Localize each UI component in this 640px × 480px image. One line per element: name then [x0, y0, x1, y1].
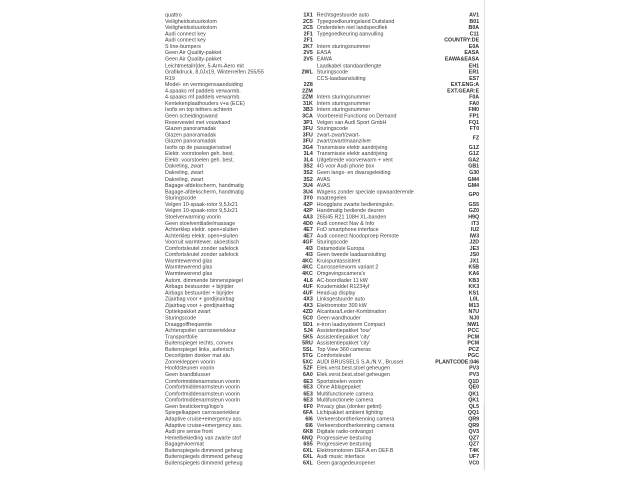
option-description-line: Sportstoelen voorin	[316, 377, 363, 384]
option-description-line: Hemelbekleding van zwarte stof	[165, 434, 241, 441]
option-description-line: Datamodule Europa	[316, 245, 365, 252]
option-description-line: EASA	[316, 49, 332, 56]
option-code: GZ0	[468, 207, 480, 214]
option-code: C11	[469, 30, 480, 37]
option-code: 5J4	[303, 327, 313, 334]
option-code: 6XL	[303, 459, 313, 466]
option-description-line: Zijairbag voor + gordijnairbag	[165, 302, 235, 309]
option-code: T4K	[469, 447, 480, 454]
option-description-line: Assistentiepakket 'tour'	[316, 327, 372, 334]
option-description-line: Comfortmiddenarmsteun voorin	[165, 384, 240, 391]
option-description-line: Privacy glas (donker getint)	[316, 403, 382, 410]
option-entry	[165, 460, 313, 466]
option-code: EXT.ENG:A	[450, 81, 480, 88]
option-description-line: zwart/zwart/maanzilver	[316, 138, 372, 145]
option-code: 3U4	[303, 182, 313, 189]
option-description-line: Airbags bestuurder + bijrijder	[165, 289, 234, 296]
option-code: 4X3	[303, 302, 313, 309]
option-description-line: AUDI BRUSSELS S.A./N.V., Brussel	[316, 358, 404, 365]
option-code: QV3	[468, 428, 480, 435]
option-description-line: Sturingscode	[316, 125, 349, 132]
option-code: ER1	[468, 68, 480, 75]
option-code: 4UF	[302, 289, 313, 296]
page-edge-divider	[484, 0, 485, 470]
option-description-line: Top View 360 cameras	[316, 346, 371, 353]
option-description	[317, 189, 465, 202]
option-description-line: Comfortmiddenarmsteun voorin	[165, 377, 240, 384]
option-code: 4KC	[302, 264, 313, 271]
option-description-line: Voorbereid Functions on Demand	[316, 112, 397, 119]
option-code: Q1D	[468, 377, 480, 384]
option-code: 6E3	[303, 396, 313, 403]
option-description-line: Warmtewerend glas	[165, 264, 213, 271]
option-description-line: Transmissie elektr aandrijving	[316, 144, 388, 151]
option-description-line: Elektromotoren DEF.A en DEF.B	[316, 447, 394, 454]
option-description-line: Sturingscode	[165, 194, 197, 201]
option-description-line: Verkeersbordherkenning camera	[316, 415, 395, 422]
option-code: GB1	[468, 163, 480, 170]
option-description-line: Elek.verst.best.stoel geheugen	[316, 371, 390, 378]
option-code: PV3	[469, 365, 480, 372]
option-description-line: Elektr. voorstoelen geh. best.	[165, 157, 235, 163]
option-description-line: Kentekenplaathouders v+a (ECE)	[165, 100, 245, 107]
option-code: KA6	[468, 270, 480, 277]
option-description-line: Geen Air Quality-pakket	[165, 49, 222, 56]
option-code: 2Z8	[303, 81, 313, 88]
option-code: FM0	[468, 106, 480, 113]
option-code: 42P	[303, 201, 313, 208]
option-description-line: quattro	[165, 11, 182, 18]
option-code: PCM	[467, 333, 480, 340]
option-description-line: Hoogglans zwarte bedieningskn.	[316, 201, 395, 208]
option-code: PGC	[467, 352, 480, 359]
option-code: NW1	[467, 321, 480, 328]
option-code: COUNTRY:DE	[444, 37, 480, 44]
option-description-line: Assistentiepakket 'city'	[316, 333, 371, 340]
option-description-line: Carrosserievorm variant 2	[316, 264, 379, 271]
option-description-line: Geen brandblusser	[165, 371, 211, 378]
option-code: EASA	[464, 49, 480, 56]
option-description-line: Velgen van Audi Sport GmbH	[316, 119, 387, 126]
option-description-line: Rechtsgestuurde auto	[316, 11, 370, 18]
option-code: 3CA	[302, 112, 313, 119]
option-code: F0A	[469, 93, 480, 100]
option-description-line: Geen langs- en dwarsgeleiding	[316, 169, 391, 176]
option-code: 6A0	[303, 371, 313, 378]
option-description-line: Geen wandhouder	[316, 314, 361, 321]
option-description-line: Isofix op de passagiersstoel	[165, 144, 232, 151]
option-code: 5RU	[302, 340, 313, 346]
option-code: EXT.GEAR:E	[447, 87, 480, 94]
option-description-line: Adaptive cruise+emergency ass.	[165, 415, 243, 422]
option-code: 31K	[303, 100, 313, 107]
option-code: JE3	[469, 245, 480, 252]
option-description	[317, 132, 469, 145]
option-code: FT0	[469, 125, 480, 132]
option-code: GM4	[467, 175, 480, 182]
option-description-line: Audi pre sense front	[165, 428, 213, 435]
option-code: 3FU	[302, 131, 313, 138]
option-code: PLANTCODE:046	[435, 358, 480, 365]
option-description-line: 4G voor Audi phone box	[316, 163, 375, 170]
option-code: QE0	[468, 384, 480, 391]
option-code: 3S2	[303, 169, 313, 176]
option-code: QK1	[468, 390, 480, 397]
page-edge-divider-lower	[483, 404, 485, 470]
option-description-line: Progressieve besturing	[316, 441, 372, 447]
option-description-line: Veiligheidsstuurkolom	[165, 24, 217, 31]
option-code: 6E3	[303, 384, 313, 391]
option-code: 4L6	[303, 276, 313, 283]
option-code: 3S2	[303, 175, 313, 182]
option-description-line: 4-spaaks mf paddels verwarmb.	[165, 93, 241, 100]
option-description-line: Audi connect key	[165, 30, 206, 37]
option-description-line: Intern sturingsnummer	[316, 100, 371, 107]
option-description-line: Wagens zonder speciale opwaarderende	[316, 188, 414, 195]
option-description-line: Geen scheidingswand	[165, 112, 218, 119]
option-code: FQ1	[468, 119, 480, 126]
option-description-line: Spiegelkappen carrosseriekleur	[165, 409, 240, 416]
option-code: ES7	[469, 74, 480, 81]
option-code: KS1	[468, 289, 480, 296]
option-description-line: Achterklep elektr. open+sluiten	[165, 232, 239, 239]
option-code: QL5	[468, 403, 480, 410]
option-description-line: Bagage-afdekscherm, handmatig	[165, 188, 244, 195]
option-description-line: Progressieve besturing	[316, 434, 372, 441]
option-code: 4X3	[303, 295, 313, 302]
option-code: 4I3	[305, 251, 313, 258]
option-description-line: Optiekpakket zwart	[165, 308, 211, 315]
option-description-line: Velgen 10-spaak-rotor 9,5Jx21	[165, 201, 238, 208]
option-description-line: Uitgebreide voorverwarm + vent	[316, 157, 393, 163]
option-description-line: Comfortsleutel zonder safelock	[165, 251, 239, 258]
option-description-line: Geen bestickering/logo's	[165, 403, 224, 410]
option-code: UF7	[469, 453, 480, 460]
option-code: 4KC	[302, 270, 313, 277]
option-description-line: Koudemiddel R1234yf	[316, 283, 370, 290]
option-description-line: Draaggolffrequentie	[165, 321, 212, 328]
option-code: EH1	[468, 62, 480, 69]
option-description-line: Assistentiepakket 'city'	[316, 340, 371, 346]
option-description-line: Alcantara/Leder-Kombination	[316, 308, 387, 315]
option-description-line: Dakreling, zwart	[165, 163, 204, 170]
option-description-line: Hoofdsteunen voorin	[165, 365, 215, 372]
option-description-line: Buitenspiegels dimmend geheug	[165, 459, 243, 466]
option-description-line: e-tron laadsysteem Compact	[316, 321, 386, 328]
option-description-line: Audi connect Noodoproep Remote	[316, 232, 399, 239]
option-description-line: Sturingscode	[165, 314, 197, 321]
option-description	[165, 62, 298, 81]
option-description-line: Comfortsleutel zonder safelock	[165, 245, 239, 252]
option-description-line: Voorruit warmtewer. akoestisch	[165, 239, 240, 245]
option-description-line: Intern sturingsnummer	[316, 106, 371, 113]
option-description-line: FoD smartphone interface	[316, 226, 379, 233]
option-code: QR9	[468, 415, 480, 422]
option-code: 5ZF	[303, 365, 313, 372]
option-description-line: Geen garagedeuropener	[316, 459, 376, 466]
option-code: PCM	[467, 340, 480, 346]
option-description-line: 265/45 R21 108H XL-banden	[316, 213, 387, 220]
option-code: 3Y0	[303, 194, 313, 201]
option-code: 2K7	[303, 43, 313, 50]
option-code: 5K5	[303, 333, 313, 340]
option-description-line: Geen tweede laadaansluiting	[316, 251, 386, 258]
option-code: 6XL	[303, 447, 313, 454]
option-code: 4D0	[303, 220, 313, 227]
option-code: 4E7	[303, 226, 313, 233]
option-code: QR9	[468, 422, 480, 429]
option-code: JS0	[469, 251, 480, 258]
option-description-line: Buitenspiegels dimmend geheug	[165, 453, 243, 460]
option-description-line: Decorlijsten donker mat alu	[165, 352, 230, 359]
option-description-line: Bagage-afdekscherm, handmatig	[165, 182, 244, 189]
option-code: 3FU	[302, 138, 313, 145]
option-description-line: Warmtewerend glas	[165, 257, 213, 264]
option-description-line: Ohne Ablagepaket	[316, 384, 361, 391]
option-code: 3L4	[303, 150, 313, 157]
option-description-line: Linksgestuurde auto	[316, 295, 365, 302]
option-description-line: Elek.verst.best.stoel geheugen	[316, 365, 390, 372]
option-entry	[317, 460, 479, 466]
option-description-line: Geen stoelventilatie/massage	[165, 220, 236, 227]
option-code: 5TG	[302, 352, 313, 359]
option-code: 6FA	[303, 409, 313, 416]
option-description-line: Stoelverwarming voorin	[165, 213, 221, 220]
option-code: 4A3	[303, 213, 313, 220]
option-code: GP0	[468, 191, 480, 198]
option-description-line: Typegoedkeuring aanvulling	[316, 30, 384, 37]
option-code: 3P1	[303, 119, 313, 126]
option-code: 2V5	[303, 56, 313, 62]
option-code: QZ7	[468, 434, 480, 441]
option-code: QQ1	[467, 409, 480, 416]
option-description-line: Velgen 10-spaak-rotor 9,5Jx21	[165, 207, 238, 214]
options-column-left	[165, 12, 313, 466]
option-code: 3FU	[302, 125, 313, 132]
option-description-line: R19	[165, 74, 175, 81]
option-description-line: Isofix en top tethers achterin	[165, 106, 233, 113]
option-description-line: Elektromotor 300 kW	[316, 302, 367, 309]
option-code: J2D	[469, 239, 480, 245]
option-code: 1X1	[303, 11, 313, 18]
option-code: 4E7	[303, 232, 313, 239]
option-description-line: Zijairbag voor + gordijnairbag	[165, 295, 235, 302]
option-code: 3L4	[303, 157, 313, 163]
option-description-line: Handmatig bediende deuren	[316, 207, 385, 214]
option-description	[165, 460, 299, 466]
option-code: 6I6	[305, 422, 313, 429]
option-description-line: Typegoedkeuringsland Duitsland	[316, 18, 395, 25]
option-code: 4ZD	[302, 308, 313, 315]
option-description-line: AVAS	[316, 182, 331, 189]
option-code: N7U	[468, 308, 480, 315]
option-code: 5D1	[303, 321, 313, 328]
option-code: 5C0	[303, 314, 313, 321]
option-description-line: Dakreling, zwart	[165, 169, 204, 176]
option-description-line: Laadkabel standaardlengte	[316, 62, 382, 69]
option-code: JX1	[469, 257, 480, 264]
option-code: QZ7	[468, 441, 480, 447]
option-description-line: Adaptive cruise+emergency ass.	[165, 422, 243, 429]
option-code: 3G4	[302, 144, 313, 151]
option-code: 4KC	[302, 257, 313, 264]
option-code: 4GF	[302, 239, 313, 245]
option-code: 2ZM	[302, 87, 313, 94]
option-description-line: Warmtewerend glas	[165, 270, 213, 277]
option-code: EAWA&EASA	[444, 56, 480, 62]
option-description-line: Glazen panoramadak	[165, 131, 217, 138]
option-code: 4UF	[302, 283, 313, 290]
option-description-line: EAWA	[316, 56, 333, 62]
option-description-line: Geen Air Quality-pakket	[165, 56, 222, 62]
option-description-line: Achterklep elektr. open+sluiten	[165, 226, 239, 233]
option-description-line: Kruispuntassistent	[316, 257, 361, 264]
option-code: E0A	[468, 43, 480, 50]
option-code: FZ	[472, 134, 480, 141]
option-description-line: AC-boordlader 11 kW	[316, 276, 368, 283]
option-code: K5B	[468, 264, 480, 271]
option-description-line: Comfortmiddenarmsteun voorin	[165, 390, 240, 397]
option-code: VC0	[468, 459, 480, 466]
option-code: 6XL	[303, 453, 313, 460]
option-description-line: Glazen panoramadak	[165, 138, 217, 145]
option-code: 2F1	[303, 37, 313, 44]
option-code: M13	[468, 302, 480, 309]
option-code: 6I6	[305, 415, 313, 422]
option-description-line: Comfortsleutel	[316, 352, 352, 359]
option-description-line: Glazen panoramadak	[165, 125, 217, 132]
option-description-line: Bagagevloermat	[165, 441, 204, 447]
option-code: AV1	[469, 11, 480, 18]
option-code: 42P	[303, 207, 313, 214]
option-code: FA0	[469, 100, 480, 107]
option-code: GM4	[467, 182, 480, 189]
option-code: 6F0	[303, 403, 313, 410]
option-description-line: Onderdelen niet landspecifiek	[316, 24, 388, 31]
option-description	[317, 460, 465, 466]
option-code: 2WL	[301, 68, 313, 75]
option-code: 4I3	[305, 245, 313, 252]
option-code: FP1	[469, 112, 480, 119]
option-code: L0L	[469, 295, 480, 302]
option-description-line: Achterspoiler carrosseriekleur	[165, 327, 236, 334]
option-description-line: Sturingscode	[316, 68, 349, 75]
option-code: PCC	[467, 327, 480, 334]
option-code: PCZ	[468, 346, 480, 353]
option-description-line: Intern sturingsnummer	[316, 43, 371, 50]
option-description-line: Buitenspiegel links, asferisch	[165, 346, 234, 353]
option-code: 5XC	[302, 358, 313, 365]
option-description-line: Grafikdruck, 8,0Jx19, Winterreifen 255/55	[165, 68, 264, 75]
option-description-line: Model- en vermogensaanduiding	[165, 81, 243, 88]
option-description-line: 4-spaaks mf paddels verwarmb.	[165, 87, 241, 94]
option-code: G30	[469, 169, 480, 176]
option-entry	[317, 189, 479, 202]
option-code: QK1	[468, 396, 480, 403]
option-code: NJ0	[469, 314, 480, 321]
option-description-line: Comfortmiddenarmsteun voorin	[165, 396, 240, 403]
option-code: 6S5	[303, 441, 313, 447]
option-code: 2C5	[303, 24, 313, 31]
option-code: 5SL	[303, 346, 313, 353]
option-code: IW3	[469, 232, 480, 239]
option-code: 3S2	[303, 163, 313, 170]
option-description-line: Digitale radio-ontvangst	[316, 428, 374, 435]
option-description-line: Autom. dimmende binnenspiegel	[165, 276, 243, 283]
option-description-line: Buitenspiegel rechts, convex	[165, 340, 234, 346]
option-description-line: Omgevingscamera's	[316, 270, 366, 277]
options-column-right	[317, 12, 479, 466]
option-code: 6K8	[303, 428, 313, 435]
option-description-line: AVAS	[316, 175, 331, 182]
option-description-line: S line-bumpers	[165, 43, 201, 50]
option-code: 2C5	[303, 18, 313, 25]
option-description-line: Multifunctionele camera	[316, 396, 374, 403]
option-description-line: CCS-laadaansluiting	[316, 74, 366, 81]
option-code: IT3	[471, 220, 480, 227]
option-code: 2F1	[303, 30, 313, 37]
option-description-line: Dakreling, zwart	[165, 175, 204, 182]
option-description-line: Multifunctionele camera	[316, 390, 374, 397]
option-entry	[165, 62, 313, 81]
option-code: 3U4	[303, 188, 313, 195]
option-code: G1Z	[468, 144, 480, 151]
option-code: B01	[469, 18, 480, 25]
option-description-line: Verkeersbordherkenning camera	[316, 422, 395, 429]
option-description-line: zwart-zwart/zwart-	[316, 131, 361, 138]
option-code: IU2	[470, 226, 480, 233]
option-description-line: Leichtmetallr{der, 5-Arm-Aero mit	[165, 62, 244, 69]
option-code: 6E3	[303, 377, 313, 384]
option-code: PV3	[469, 371, 480, 378]
option-description-line: Zonnekleppen voorin	[165, 358, 215, 365]
option-description-line: Head-up display	[316, 289, 356, 296]
option-description-line: maatregelen	[316, 194, 347, 201]
option-description-line: Audi connect key	[165, 37, 206, 44]
option-code: GA2	[468, 157, 480, 163]
option-description-line: Reservewiel met vouwband	[165, 119, 231, 126]
option-code: KB3	[468, 276, 480, 283]
option-description-line: Elektr. voorstoelen geh. best.	[165, 150, 235, 157]
option-code: H9Q	[468, 213, 480, 220]
option-code: 2V5	[303, 49, 313, 56]
option-description-line: Lichtpakket ambient lighting	[316, 409, 383, 416]
option-description-line: Transportfolie	[165, 333, 198, 340]
option-code: G1Z	[468, 150, 480, 157]
option-description-line: Intern sturingsnummer	[316, 93, 371, 100]
option-code: B0A	[468, 24, 480, 31]
option-description-line: Audi music interface	[316, 453, 366, 460]
option-description-line: Audi connect Nav & Info	[316, 220, 375, 227]
option-code: 2ZM	[302, 93, 313, 100]
option-description-line: Veiligheidsstuurkolom	[165, 18, 217, 25]
option-description-line: Transmissie elektr aandrijving	[316, 150, 388, 157]
option-code: 3B3	[303, 106, 313, 113]
option-code: KK3	[468, 283, 480, 290]
option-description-line: Sturingscode	[316, 239, 349, 245]
option-entry	[317, 132, 479, 145]
option-description-line: Buitenspiegels dimmend geheug	[165, 447, 243, 454]
option-code: 6NQ	[301, 434, 313, 441]
option-code: 6E3	[303, 390, 313, 397]
option-description-line: Airbags bestuurder + bijrijder	[165, 283, 234, 290]
option-code: GS5	[468, 201, 480, 208]
